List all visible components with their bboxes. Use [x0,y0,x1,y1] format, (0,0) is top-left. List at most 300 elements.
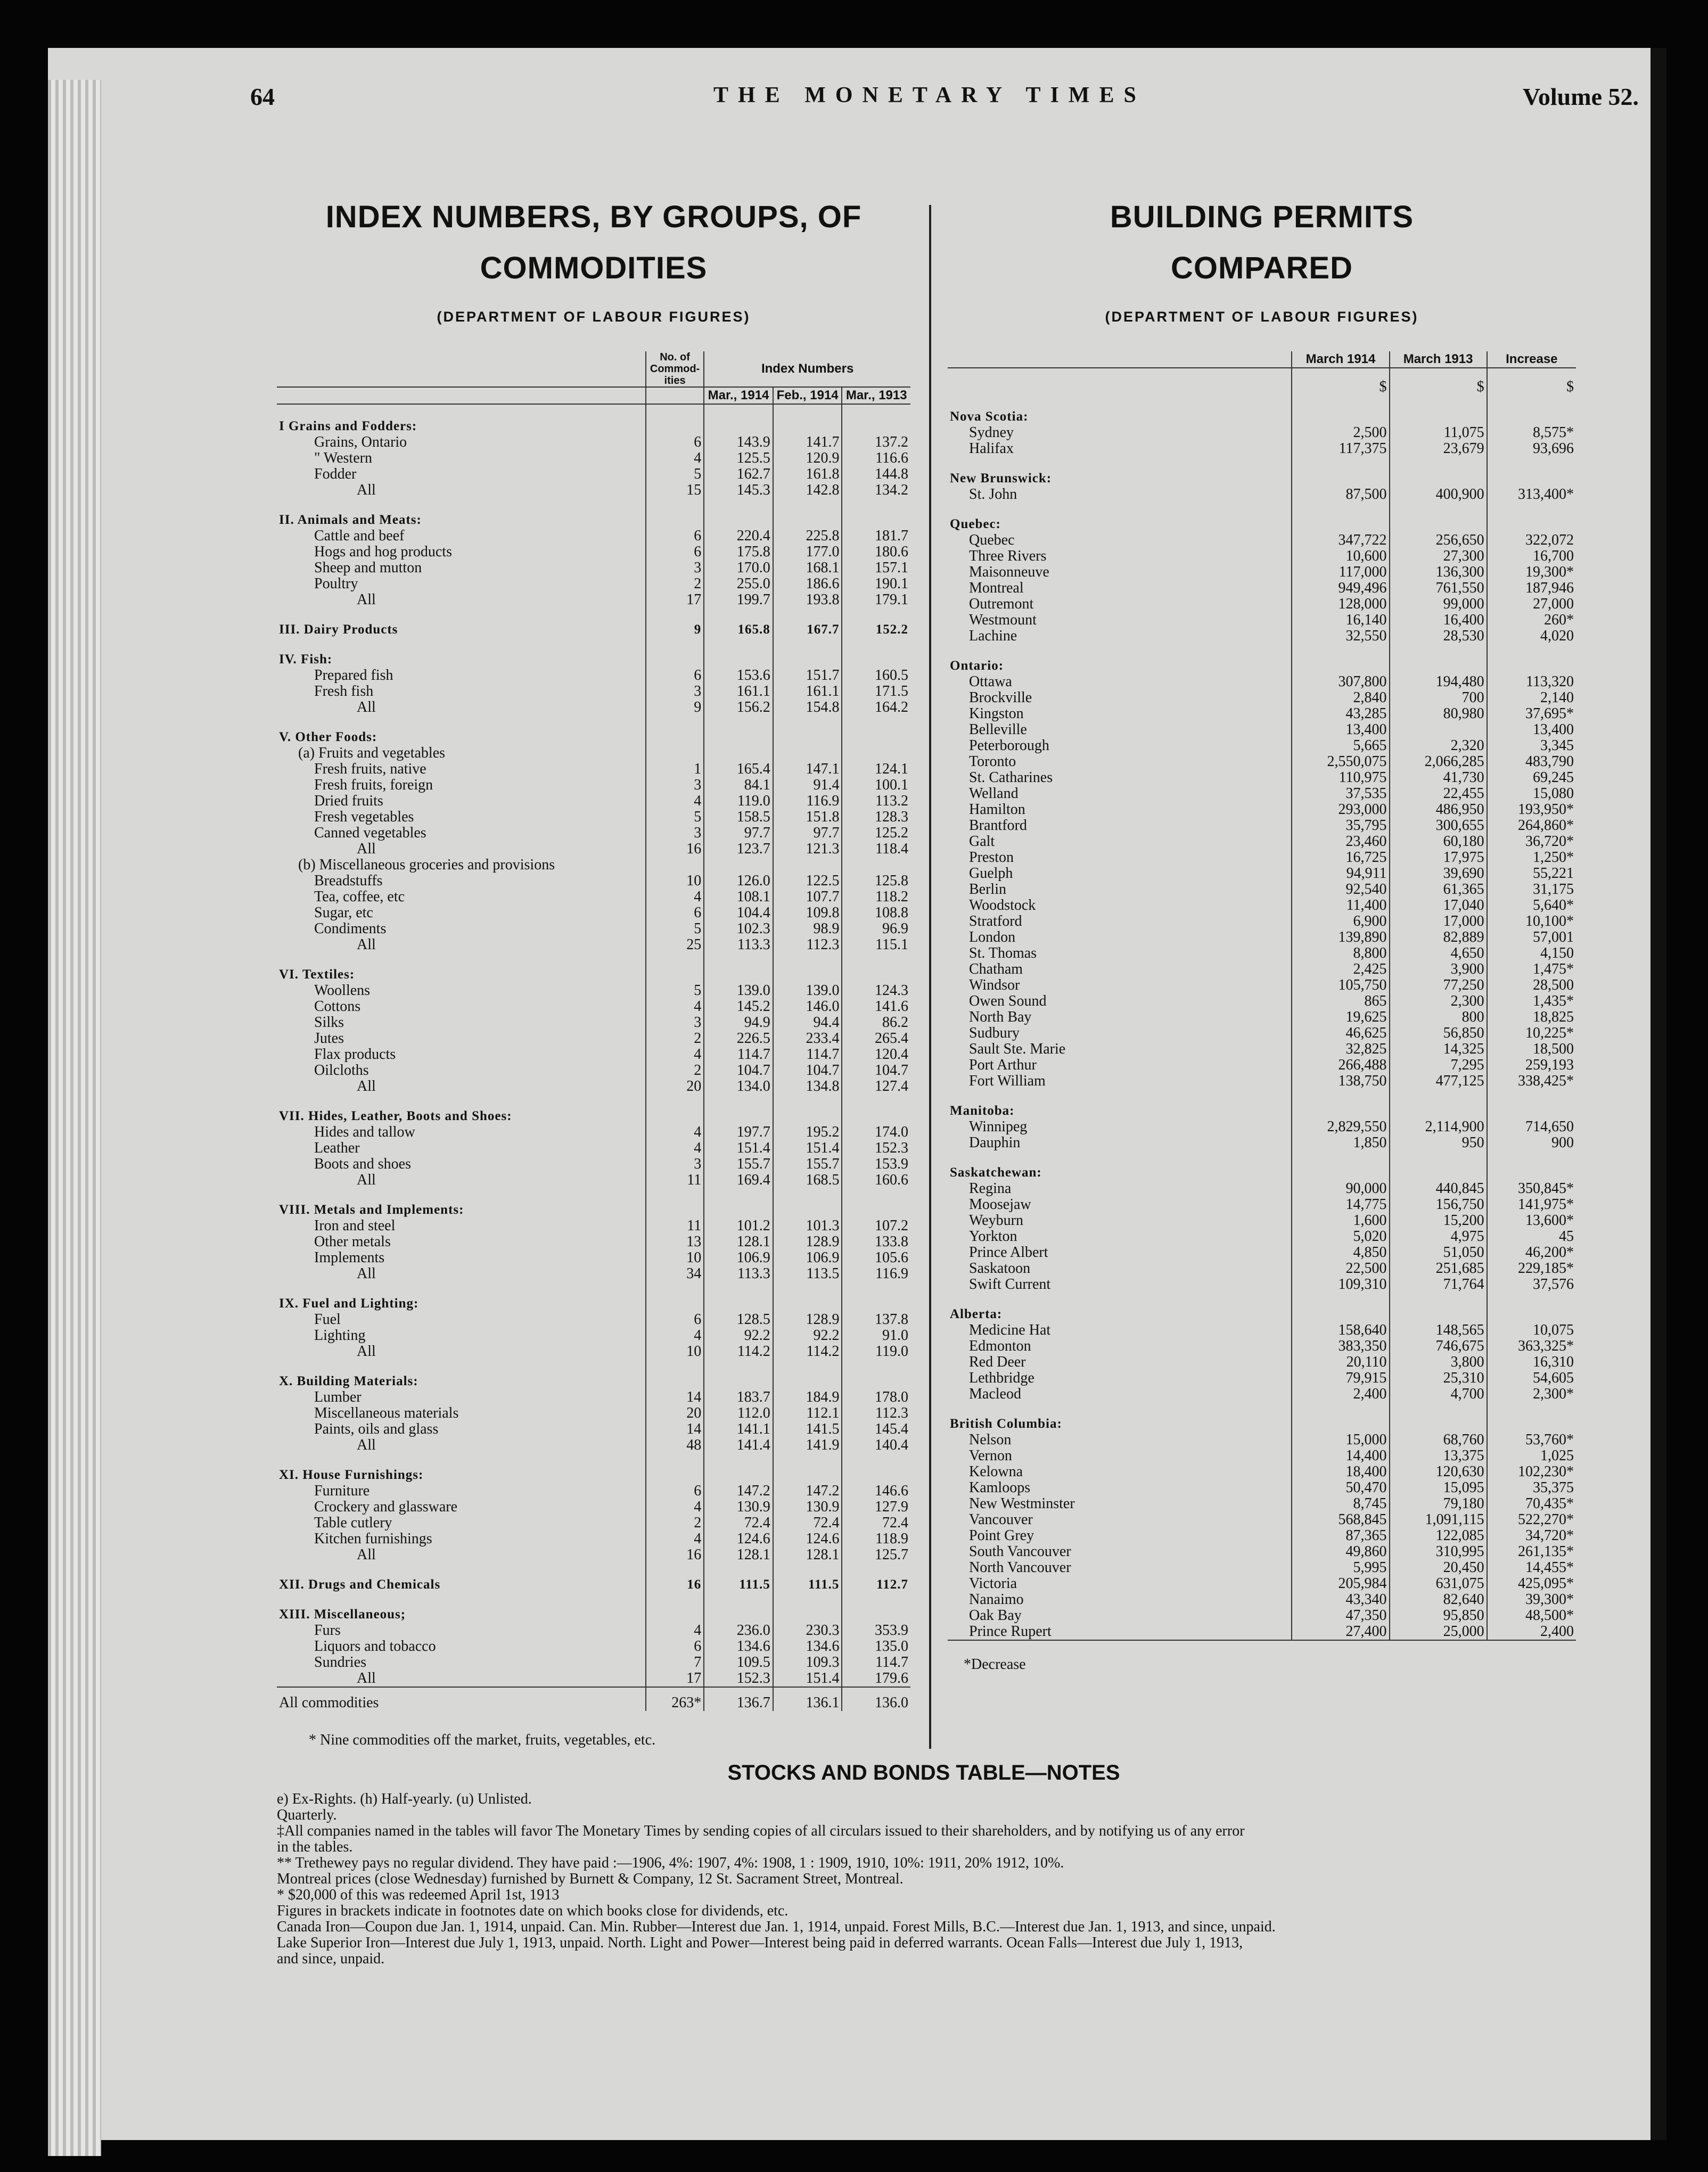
table-row [277,761,910,777]
row-value: 125.2 [842,825,910,841]
permit-value: 27,000 [1487,596,1576,612]
table-row [277,1344,910,1360]
row-value: 161.8 [773,466,842,482]
row-value: 100.1 [842,777,910,793]
permit-value: 56,850 [1390,1025,1487,1041]
row-value: 161.1 [704,684,773,700]
row-value: 94.9 [704,1015,773,1031]
permit-value: 22,500 [1292,1261,1389,1277]
permit-value: 631,075 [1390,1576,1487,1592]
table-row [948,1197,1576,1213]
row-value: 118.9 [842,1531,910,1547]
permit-value: 3,800 [1390,1354,1487,1370]
table-row [277,700,910,715]
permit-value: 14,455* [1487,1560,1576,1576]
row-label: All [357,1078,376,1095]
row-value: 92.2 [704,1328,773,1344]
row-value: 121.3 [773,841,842,857]
permit-value: 34,720* [1487,1528,1576,1544]
permit-value: 70,435* [1487,1496,1576,1512]
row-value: 220.4 [704,528,773,544]
city-label: St. Catharines [969,769,1053,786]
permit-value: 49,860 [1292,1544,1389,1560]
row-value: 180.6 [842,544,910,560]
table-row [277,777,910,793]
note-line: * $20,000 of this was redeemed April 1st, 1913 [277,1887,560,1903]
permit-value: 13,400 [1292,722,1389,738]
row-value: 158.5 [704,809,773,825]
group-row [277,1593,910,1623]
row-label: Poultry [314,575,358,592]
row-label: Fresh vegetables [314,809,414,825]
all-commodities-mar13: 136.0 [842,1687,910,1711]
permit-value: 205,984 [1292,1576,1389,1592]
page-shadow [1650,48,1666,2140]
city-label: Quebec [969,532,1015,548]
city-label: Guelph [969,865,1013,882]
permit-value: 4,850 [1292,1245,1389,1261]
row-value: 152.3 [704,1671,773,1687]
city-label: Woodstock [969,897,1036,914]
permit-value: 800 [1390,1009,1487,1025]
table-row [948,548,1576,564]
row-value: 5 [646,809,704,825]
permit-value [1390,722,1487,738]
row-label: Fresh fruits, foreign [314,777,433,793]
row-value: 162.7 [704,466,773,482]
table-row [277,1312,910,1328]
city-label: Brantford [969,817,1027,834]
permit-value: 383,350 [1292,1338,1389,1354]
row-label: Furniture [314,1483,370,1499]
city-label: Prince Albert [969,1244,1048,1261]
permit-value: 28,530 [1390,628,1487,644]
table-row [277,576,910,592]
permit-value: 2,425 [1292,961,1389,977]
row-value: 186.6 [773,576,842,592]
group-row [277,1360,910,1389]
group-label: IX. Fuel and Lighting: [279,1296,419,1311]
group-label: II. Animals and Meats: [279,513,422,527]
row-value: 174.0 [842,1124,910,1140]
table-row [277,1655,910,1671]
row-value: 104.4 [704,905,773,921]
permit-value: 46,625 [1292,1025,1389,1041]
table-row [277,592,910,608]
permit-value: 3,345 [1487,738,1576,754]
table-row [948,929,1576,945]
row-value: 20 [646,1405,704,1421]
permit-value: 87,365 [1292,1528,1389,1544]
city-label: Ottawa [969,673,1012,690]
table-row [948,1432,1576,1448]
row-value: 4 [646,1531,704,1547]
province-row [948,457,1576,487]
permit-value: 2,140 [1487,690,1576,706]
permit-value: 25,310 [1390,1370,1487,1386]
row-value: 134.8 [773,1079,842,1095]
row-label: Fresh fish [314,683,374,700]
row-value: 2 [646,576,704,592]
permit-value: 949,496 [1292,580,1389,596]
row-label: Grains, Ontario [314,434,407,450]
city-label: Victoria [969,1575,1017,1592]
row-value: 181.7 [842,528,910,544]
permit-value: 4,975 [1390,1229,1487,1245]
row-value: 134.2 [842,482,910,498]
row-value: 94.4 [773,1015,842,1031]
table-row [948,834,1576,850]
permit-value: 2,400 [1487,1624,1576,1640]
group-value: 16 [646,1563,704,1593]
province-label: British Columbia: [950,1417,1062,1431]
table-row [277,1499,910,1515]
row-value: 97.7 [773,825,842,841]
row-value: 16 [646,1547,704,1563]
row-value: 115.1 [842,937,910,953]
table-row [277,793,910,809]
city-label: Sydney [969,424,1014,441]
permit-value: 187,946 [1487,580,1576,596]
permit-value: 113,320 [1487,674,1576,690]
permit-value: 82,889 [1390,929,1487,945]
row-value: 16 [646,841,704,857]
note-line: Lake Superior Iron—Interest due July 1, 1913, unpaid. North. Light and Power—Interest being paid in deferred warrants. Ocean Falls—Interest due July 1, 1913, [277,1935,1243,1951]
permit-value: 900 [1487,1135,1576,1151]
group-label: VIII. Metals and Implements: [279,1203,464,1217]
row-value: 127.4 [842,1079,910,1095]
table-row [948,1624,1576,1640]
permit-value: 400,900 [1390,487,1487,503]
permit-value: 18,825 [1487,1009,1576,1025]
permit-value: 363,325* [1487,1338,1576,1354]
city-label: Point Grey [969,1527,1034,1544]
row-value: 2 [646,1063,704,1079]
permit-value: 568,845 [1292,1512,1389,1528]
row-value: 106.9 [704,1250,773,1266]
row-value: 3 [646,825,704,841]
permit-value: 251,685 [1390,1261,1487,1277]
row-label: Leather [314,1140,360,1156]
city-label: St. Thomas [969,945,1037,961]
row-value: 116.9 [773,793,842,809]
row-value: 193.8 [773,592,842,608]
city-label: Edmonton [969,1338,1031,1354]
row-value: 151.4 [773,1671,842,1687]
permit-value: 69,245 [1487,770,1576,786]
city-label: Sudbury [969,1025,1020,1041]
table-row [948,945,1576,961]
group-value: 152.2 [842,608,910,638]
permit-value: 5,640* [1487,898,1576,914]
row-value: 114.2 [773,1344,842,1360]
note-line: Canada Iron—Coupon due Jan. 1, 1914, unpaid. Can. Min. Rubber—Interest due Jan. 1, 1914, unpaid. Forest Mills, B.C.—Interest due Jan. 1, 1913, and since, unpaid. [277,1919,1276,1935]
row-value: 3 [646,1015,704,1031]
city-label: Nelson [969,1431,1012,1448]
row-value: 4 [646,1047,704,1063]
province-row [948,503,1576,532]
city-label: Halifax [969,440,1014,457]
group-value: 165.8 [704,608,773,638]
permit-value: 5,020 [1292,1229,1389,1245]
table-row [948,596,1576,612]
permit-value: 46,200* [1487,1245,1576,1261]
row-value: 124.3 [842,983,910,999]
table-row [277,668,910,684]
group-label: V. Other Foods: [279,730,377,744]
row-value: 17 [646,1671,704,1687]
row-label: All [357,482,376,498]
permit-value: 122,085 [1390,1528,1487,1544]
table-row [948,1322,1576,1338]
note-line: Figures in brackets indicate in footnotes date on which books close for dividends, etc. [277,1903,789,1919]
table-row [277,544,910,560]
row-label: All [357,591,376,608]
table-row [277,1218,910,1234]
all-commodities-count: 263* [646,1687,704,1711]
row-value: 133.8 [842,1234,910,1250]
row-value: 92.2 [773,1328,842,1344]
permit-value: 15,080 [1487,786,1576,802]
row-value: 113.3 [704,1266,773,1282]
row-value: 168.5 [773,1172,842,1188]
row-label: Lighting [314,1327,366,1344]
group-label: XI. House Furnishings: [279,1468,424,1482]
province-row [948,1151,1576,1181]
permit-value: 99,000 [1390,596,1487,612]
group-row [277,498,910,528]
province-label: Nova Scotia: [950,409,1029,424]
row-value: 124.6 [704,1531,773,1547]
row-value: 4 [646,1499,704,1515]
row-value: 134.6 [773,1639,842,1655]
table-row [948,1135,1576,1151]
row-value: 125.8 [842,873,910,889]
row-value: 3 [646,684,704,700]
permit-value: 90,000 [1292,1181,1389,1197]
group-row [277,1188,910,1218]
row-value: 6 [646,1639,704,1655]
row-value: 160.6 [842,1172,910,1188]
row-label: Fuel [314,1311,341,1328]
row-label: Sundries [314,1654,366,1671]
row-label: All [357,1437,376,1453]
row-value: 9 [646,700,704,715]
row-value: 134.6 [704,1639,773,1655]
note-line: Montreal prices (close Wednesday) furnished by Burnett & Company, 12 St. Sacrament Street, Montreal. [277,1871,904,1887]
row-value: 84.1 [704,777,773,793]
row-value: 152.3 [842,1140,910,1156]
permit-value: 322,072 [1487,532,1576,548]
table-row [948,1592,1576,1608]
row-label: All [357,1343,376,1360]
permit-value: 61,365 [1390,882,1487,898]
row-value: 190.1 [842,576,910,592]
permit-value: 37,576 [1487,1277,1576,1293]
table-row [277,560,910,576]
row-value: 114.7 [704,1047,773,1063]
table-row [277,528,910,544]
table-row [948,866,1576,882]
table-row [948,770,1576,786]
city-label: Toronto [969,753,1016,770]
row-value: 5 [646,466,704,482]
row-value: 151.4 [704,1140,773,1156]
row-value: 139.0 [704,983,773,999]
permit-value: 15,200 [1390,1213,1487,1229]
row-value: 3 [646,1156,704,1172]
city-label: Regina [969,1180,1012,1197]
row-value: 230.3 [773,1623,842,1639]
table-row [277,1639,910,1655]
row-value: 134.0 [704,1079,773,1095]
permit-value: 264,860* [1487,818,1576,834]
index-numbers-table [277,351,910,1748]
permit-value: 8,575* [1487,425,1576,441]
permit-value: 10,600 [1292,548,1389,564]
permit-value: 2,550,075 [1292,754,1389,770]
group-label: I Grains and Fodders: [279,419,417,433]
city-label: Outremont [969,596,1034,612]
row-value: 106.9 [773,1250,842,1266]
group-row [277,608,910,638]
permit-value: 23,679 [1390,441,1487,457]
row-value [842,857,910,873]
row-value: 141.5 [773,1421,842,1437]
table-row [948,1386,1576,1402]
permit-value: 14,400 [1292,1448,1389,1464]
permits-footnote: *Decrease [948,1640,1576,1673]
table-row [277,999,910,1015]
table-row [948,1025,1576,1041]
row-value: 197.7 [704,1124,773,1140]
row-label: Liquors and tobacco [314,1638,436,1655]
row-value: 153.9 [842,1156,910,1172]
permit-value: 440,845 [1390,1181,1487,1197]
table-row [277,1515,910,1531]
group-row [277,1095,910,1124]
city-label: Sault Ste. Marie [969,1041,1066,1057]
table-row [948,1464,1576,1480]
table-row [948,1119,1576,1135]
row-value: 6 [646,434,704,450]
permit-value: 300,655 [1390,818,1487,834]
table-row [948,1560,1576,1576]
row-value: 145.3 [704,482,773,498]
row-value: 141.4 [704,1437,773,1453]
row-value: 113.2 [842,793,910,809]
province-row [948,1293,1576,1322]
table-row [277,1531,910,1547]
row-value: 120.9 [773,450,842,466]
row-value [646,745,704,761]
row-value: 101.3 [773,1218,842,1234]
page-stack-edges [48,80,101,2156]
permit-value: 117,000 [1292,564,1389,580]
province-row [948,1402,1576,1432]
permit-value: 136,300 [1390,564,1487,580]
permit-value: 4,700 [1390,1386,1487,1402]
table-row [277,1047,910,1063]
row-value: 120.4 [842,1047,910,1063]
permit-value: 16,700 [1487,548,1576,564]
permit-value: 4,650 [1390,945,1487,961]
table-row [948,1009,1576,1025]
row-value: 14 [646,1421,704,1437]
permit-value: 2,114,900 [1390,1119,1487,1135]
row-label: All [357,1265,376,1282]
row-value: 104.7 [704,1063,773,1079]
row-label: Silks [314,1014,344,1031]
table-row [948,898,1576,914]
building-permits-table [948,351,1576,1673]
row-value: 353.9 [842,1623,910,1639]
permit-value: 47,350 [1292,1608,1389,1624]
row-value: 156.2 [704,700,773,715]
row-value [704,857,773,873]
permit-value: 80,980 [1390,706,1487,722]
row-label: Flax products [314,1046,396,1063]
index-footnote: * Nine commodities off the market, fruits, vegetables, etc. [309,1732,656,1748]
row-label: " Western [314,450,372,466]
group-value: 9 [646,608,704,638]
permit-value: 27,400 [1292,1624,1389,1640]
city-label: Westmount [969,612,1037,628]
city-label: Vernon [969,1447,1012,1464]
row-value: 140.4 [842,1437,910,1453]
table-row [948,738,1576,754]
row-value: 13 [646,1234,704,1250]
group-row [277,953,910,983]
row-value: 155.7 [773,1156,842,1172]
row-value: 130.9 [773,1499,842,1515]
permit-value: 5,665 [1292,738,1389,754]
row-label: All [357,936,376,953]
permit-value: 477,125 [1390,1073,1487,1089]
row-value: 146.6 [842,1483,910,1499]
permit-value: 54,605 [1487,1370,1576,1386]
table-row [948,1544,1576,1560]
city-label: Lethbridge [969,1370,1034,1386]
permit-value: 18,500 [1487,1041,1576,1057]
table-row [277,857,910,873]
permit-value: 102,230* [1487,1464,1576,1480]
city-label: North Bay [969,1009,1032,1025]
permit-value: 11,400 [1292,898,1389,914]
row-label: Prepared fish [314,667,393,684]
table-row [277,1405,910,1421]
group-row [277,1563,910,1593]
row-value: 147.1 [773,761,842,777]
row-value: 6 [646,1483,704,1499]
permit-value: 20,450 [1390,1560,1487,1576]
city-label: Welland [969,785,1019,802]
province-label: Saskatchewan: [950,1165,1042,1180]
group-row [277,404,910,434]
permit-value: 4,150 [1487,945,1576,961]
table-row [277,1250,910,1266]
permit-value: 310,995 [1390,1544,1487,1560]
table-row [948,802,1576,818]
city-label: Hamilton [969,801,1025,818]
table-row [948,914,1576,929]
row-value: 4 [646,450,704,466]
permit-value: 15,095 [1390,1480,1487,1496]
permit-value: 32,550 [1292,628,1389,644]
row-value: 124.6 [773,1531,842,1547]
table-row [948,1245,1576,1261]
permit-value: 141,975* [1487,1197,1576,1213]
